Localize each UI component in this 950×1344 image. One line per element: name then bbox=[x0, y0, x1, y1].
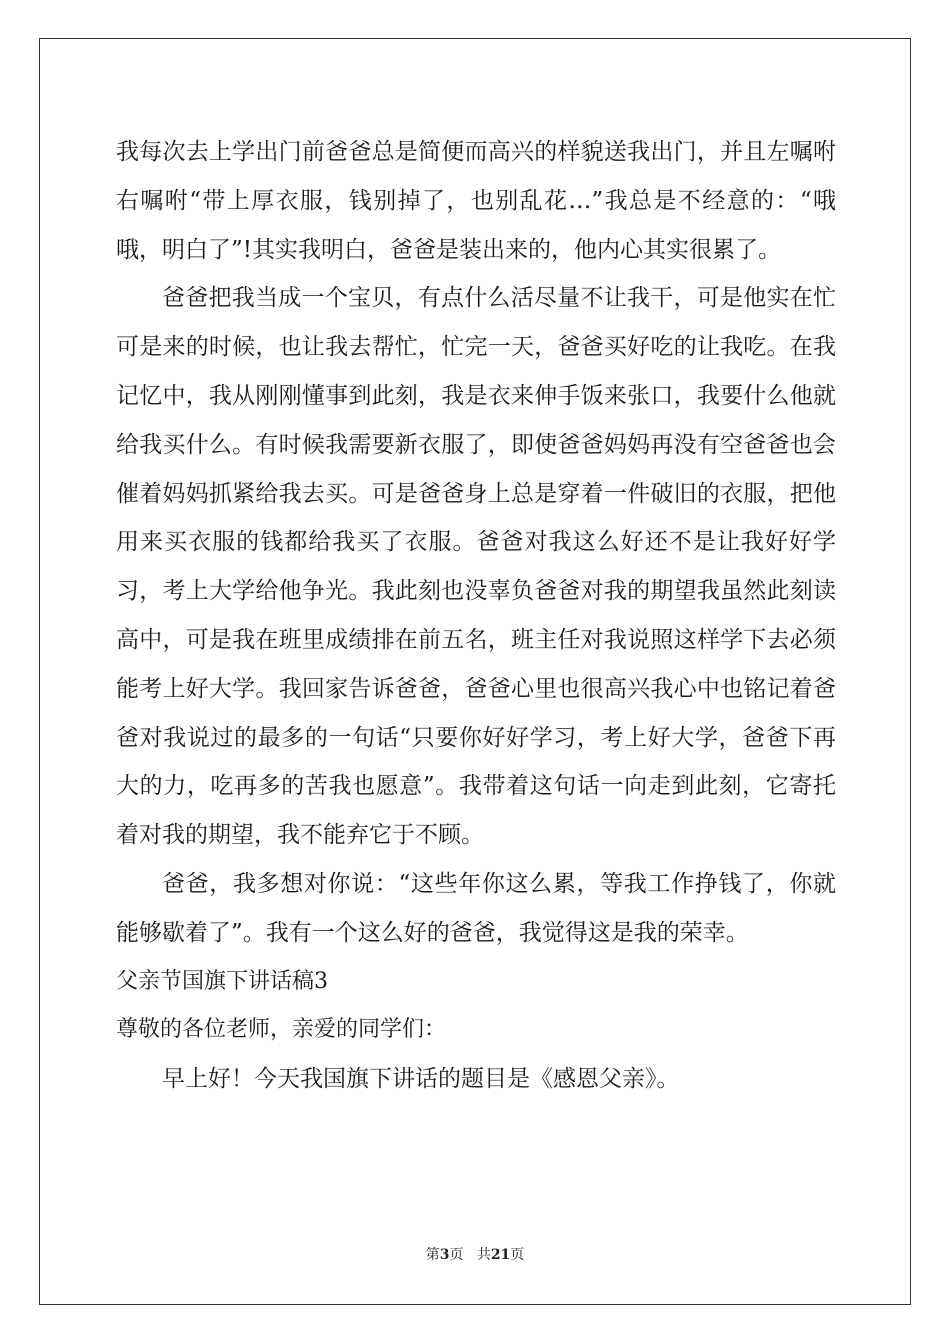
document-body bbox=[116, 128, 836, 1104]
section-heading: 父亲节国旗下讲话稿3 bbox=[116, 968, 328, 994]
paragraph-1: 我每次去上学出门前爸爸总是简便而高兴的样貌送我出门，并且左嘱咐右嘱咐“带上厚衣服，钱别掉了，也别乱花…”我总是不经意的：“哦哦，明白了”!其实我明白，爸爸是装出来的，他内心其实很累了。 bbox=[116, 139, 836, 263]
total-suffix: 页 bbox=[510, 1247, 525, 1263]
page-number: 3 bbox=[439, 1247, 450, 1263]
total-pages: 21 bbox=[490, 1247, 511, 1263]
total-prefix: 共 bbox=[476, 1247, 491, 1263]
paragraph-3: 爸爸，我多想对你说：“这些年你这么累，等我工作挣钱了，你就能够歇着了”。我有一个这么好的爸爸，我觉得这是我的荣幸。 bbox=[116, 870, 836, 946]
page-suffix: 页 bbox=[449, 1247, 464, 1263]
page-prefix: 第 bbox=[425, 1247, 440, 1263]
opening-paragraph: 早上好！今天我国旗下讲话的题目是《感恩父亲》。 bbox=[162, 1066, 680, 1093]
salutation: 尊敬的各位老师，亲爱的同学们： bbox=[116, 1017, 447, 1043]
page-footer bbox=[0, 1244, 950, 1264]
paragraph-2: 爸爸把我当成一个宝贝，有点什么活尽量不让我干，可是他实在忙可是来的时候，也让我去帮忙，忙完一天，爸爸买好吃的让我吃。在我记忆中，我从刚刚懂事到此刻，我是衣来伸手饭来张口，我要什么他就给我买什么。有时候我需要新衣服了，即使爸爸妈妈再没有空爸爸也会催着妈妈抓紧给我去买。可是爸爸身上总是穿着一件破旧的衣服，把他用来买衣服的钱都给我买了衣服。爸爸对我这么好还不是让我好好学习，考上大学给他争光。我此刻也没辜负爸爸对我的期望我虽然此刻读高中，可是我在班里成绩排在前五名，班主任对我说照这样学下去必须能考上好大学。我回家告诉爸爸，爸爸心里也很高兴我心中也铭记着爸爸对我说过的最多的一句话“只要你好好学习，考上好大学，爸爸下再大的力，吃再多的苦我也愿意”。我带着这句话一向走到此刻，它寄托着对我的期望，我不能弃它于不顾。 bbox=[116, 285, 836, 849]
